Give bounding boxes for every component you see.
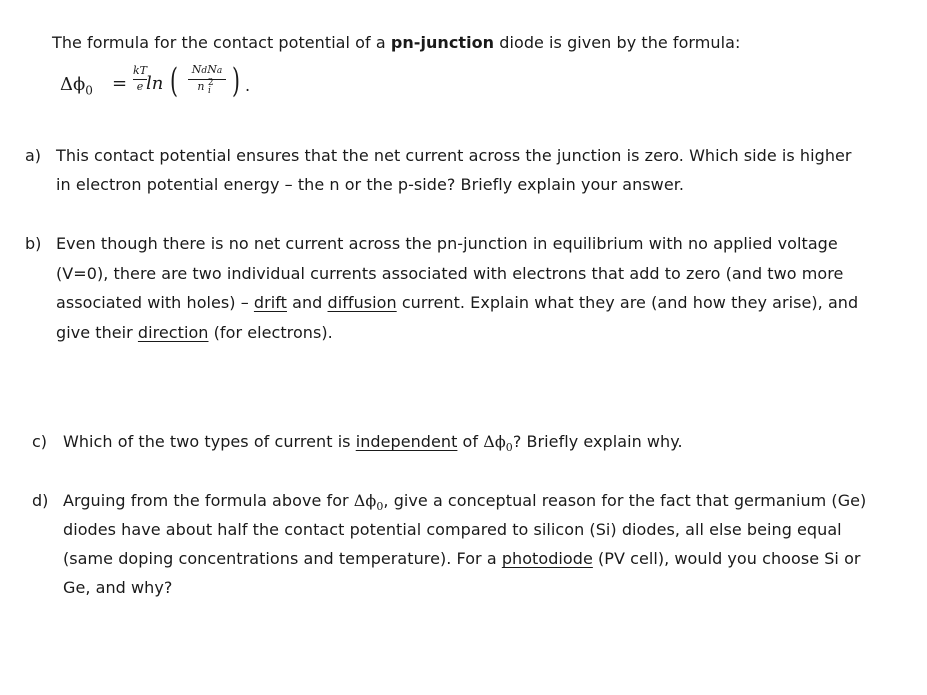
frac2-num-sub1: d: [201, 66, 208, 76]
question-b-line-3-and: and: [286, 293, 328, 312]
question-b-line-3: [56, 293, 858, 313]
question-d-line-3-post: (PV cell), would you choose Si or: [592, 549, 861, 568]
formula-lhs-sub: 0: [85, 83, 93, 98]
question-a-line-2: in electron potential energy – the n or the p-side? Briefly explain your answer.: [56, 175, 685, 194]
formula-open-paren: (: [170, 61, 178, 101]
question-b-line-4-post: (for electrons).: [208, 323, 333, 342]
question-c-line-1: [63, 432, 683, 458]
frac2-numerator: [185, 64, 229, 77]
question-c-symbol: Δϕ: [483, 432, 506, 451]
question-d-line-4: Ge, and why?: [63, 578, 173, 597]
intro-suffix: diode is given by the formula:: [494, 33, 741, 52]
question-d-line-1-pre: Arguing from the formula above for: [63, 491, 354, 510]
question-b-line-1: Even though there is no net current across the pn-junction in equilibrium with no applied voltage: [56, 234, 838, 253]
question-d-label: d): [32, 491, 49, 510]
question-c-post: ? Briefly explain why.: [512, 432, 683, 451]
question-c-of: of: [457, 432, 484, 451]
question-d-symbol: Δϕ: [353, 491, 377, 510]
question-d-line-1: [63, 491, 866, 517]
drift-term: drift: [253, 293, 287, 312]
frac2-den-sub: i: [207, 86, 211, 96]
frac2-denominator: [185, 78, 229, 96]
frac1-denominator: e: [136, 80, 144, 93]
question-c-label: c): [32, 432, 48, 451]
direction-term: direction: [137, 323, 209, 342]
formula-close-paren: ): [232, 61, 240, 101]
formula-equals: =: [112, 73, 128, 94]
formula-lhs-symbol: Δϕ: [60, 74, 86, 95]
frac1-numerator: kT: [132, 64, 147, 77]
question-a-line-1: This contact potential ensures that the net current across the junction is zero. Which side is higher: [56, 146, 852, 165]
question-b-line-3-post: current. Explain what they are (and how they arise), and: [396, 293, 859, 312]
frac2-num-sub2: a: [216, 66, 223, 76]
contact-potential-formula: [60, 62, 320, 106]
intro-line: [52, 33, 740, 53]
question-b-line-2: (V=0), there are two individual currents associated with electrons that add to zero (and two more: [56, 264, 844, 283]
question-d-line-1-post: , give a conceptual reason for the fact that germanium (Ge): [383, 491, 867, 510]
formula-lhs: [60, 74, 93, 98]
intro-bold-term: pn-junction: [390, 33, 495, 52]
question-b-label: b): [25, 234, 42, 253]
question-d-symbol-sub: 0: [376, 500, 384, 514]
formula-end-dot: .: [245, 76, 251, 95]
question-d-line-3-pre: (same doping concentrations and temperature). For a: [63, 549, 502, 568]
frac2-den-n: n: [197, 80, 205, 93]
question-c-symbol-sub: 0: [505, 441, 513, 455]
frac2-den-sup: 2: [207, 78, 214, 88]
question-b-line-4: [56, 323, 333, 343]
intro-prefix: The formula for the contact potential of a: [52, 33, 391, 52]
question-a-label: a): [25, 146, 42, 165]
formula-ln: ln: [146, 73, 164, 94]
frac2-num-n1: N: [191, 63, 202, 76]
question-d-line-3: [63, 549, 861, 569]
question-b-line-3-pre: associated with holes) –: [56, 293, 254, 312]
frac2-num-n2: N: [207, 63, 217, 76]
question-c-pre: Which of the two types of current is: [63, 432, 356, 451]
question-d-line-2: diodes have about half the contact potential compared to silicon (Si) diodes, all else being equal: [63, 520, 842, 539]
photodiode-term: photodiode: [501, 549, 593, 568]
diffusion-term: diffusion: [327, 293, 397, 312]
question-b-line-4-pre: give their: [56, 323, 138, 342]
independent-term: independent: [355, 432, 458, 451]
